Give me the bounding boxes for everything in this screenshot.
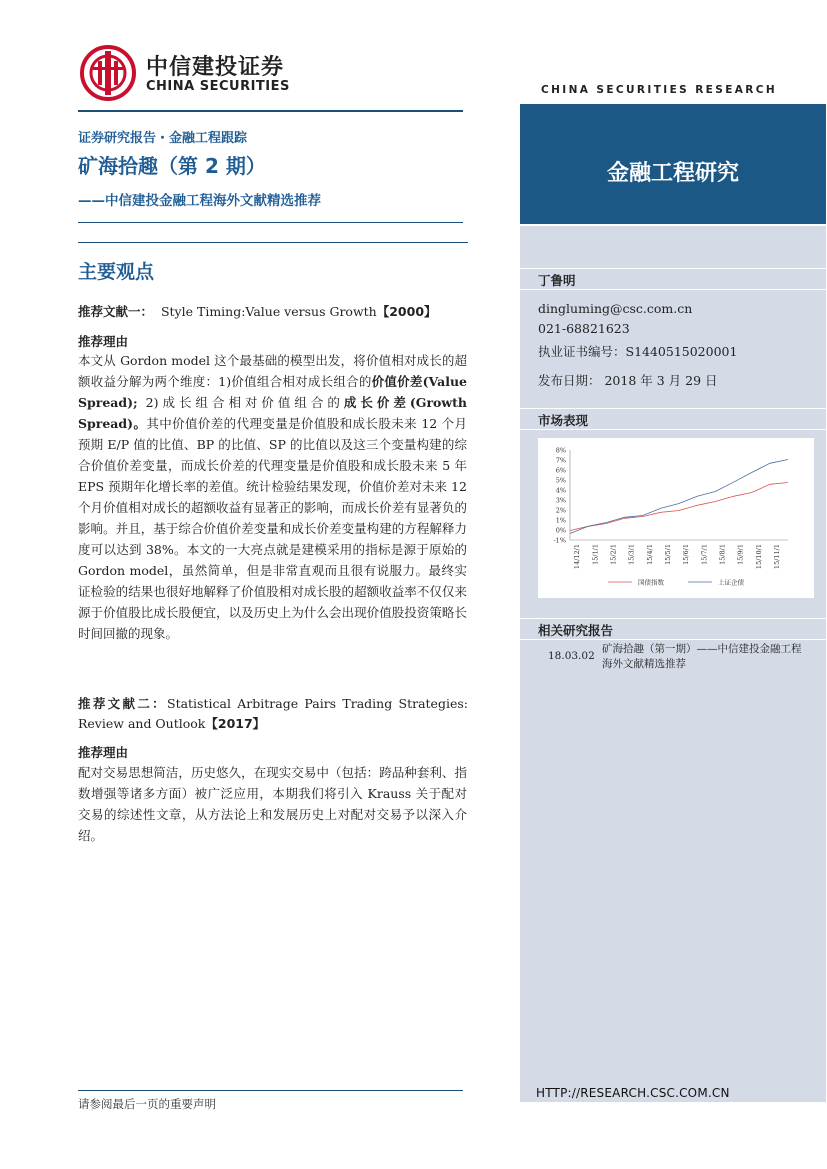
series-line-1 <box>570 460 788 534</box>
y-tick-label: 8% <box>555 446 566 455</box>
rec2-reason-label: 推荐理由 <box>78 745 129 760</box>
brand-name-cn: 中信建投证券 <box>146 55 285 80</box>
report-title: 矿海拾趣（第 2 期） <box>78 154 266 178</box>
rec1-year: 【2000】 <box>376 304 437 319</box>
banner-divider <box>520 224 826 226</box>
header-divider <box>78 110 463 112</box>
market-chart <box>538 438 814 598</box>
x-tick-label: 15/7/1 <box>700 544 709 565</box>
report-subtitle: ——中信建投金融工程海外文献精选推荐 <box>78 193 321 209</box>
x-tick-label: 15/11/1 <box>772 544 781 570</box>
section-divider <box>78 242 468 243</box>
rec1-text-part: 其中价值价差的代理变量是价值股和成长股未来 12 个月预期 E/P 值的比值、BP 的比值、SP 的比值以及这三个变量构建的综合价值价差变量，而成长价差的代理变量是价值股和成长股未来 5 年 EPS 预期年化增长率的差值。统计检验结果发现，价值价差对未来 12 个月价值相对成长的超额收益有显著正的影响，而成长价差有显著负的影响。并且，基于综合价值价差变量和成长价差变量构建的方程解释力度可以达到 38%。本文的一大亮点就是建模采用的指标是源于原始的 Gordon model，虽然简单，但是非常直观而且很有说服力。最终实证检验的结果也很好地解释了价值股相对成长股的超额收益率不仅仅来源于价值股比成长股便宜，以及历史上为什么会出现价值股投资策略长时间回撤的现象。 <box>78 416 468 641</box>
y-tick-label: 0% <box>555 526 566 535</box>
y-tick-label: 1% <box>555 516 566 525</box>
x-tick-label: 14/12/1 <box>573 544 582 570</box>
rec2-label: 推荐文献二： <box>78 696 167 711</box>
publish-date: 发布日期： 2018 年 3 月 29 日 <box>538 373 718 388</box>
x-tick-label: 15/1/1 <box>591 544 600 565</box>
brand-name-en: CHINA SECURITIES <box>146 79 290 94</box>
x-tick-label: 15/8/1 <box>718 544 727 565</box>
report-series: 证券研究报告・金融工程跟踪 <box>78 131 248 146</box>
banner-title: 金融工程研究 <box>606 161 739 186</box>
related-report-title[interactable]: 矿海拾趣（第一期）——中信建投金融工程海外文献精选推荐 <box>602 643 802 670</box>
rec1-title: Style Timing:Value versus Growth <box>160 304 377 319</box>
related-header <box>520 618 826 640</box>
rec1-reason-text <box>78 350 467 644</box>
author-cert: 执业证书编号：S1440515020001 <box>538 344 738 359</box>
research-label: CHINA SECURITIES RESEARCH <box>541 84 778 96</box>
footer-divider <box>78 1090 463 1091</box>
rec2-title: Statistical Arbitrage Pairs Trading Strategies: Review and Outlook <box>78 696 468 731</box>
rec1-text-emph: 价值价差(Value Spread); <box>78 374 467 410</box>
author-header <box>520 268 826 290</box>
rec1-reason-label: 推荐理由 <box>78 334 129 349</box>
x-tick-label: 15/5/1 <box>663 544 672 565</box>
x-tick-label: 15/4/1 <box>645 544 654 565</box>
legend-label: 上证企债 <box>718 578 744 587</box>
y-tick-label: 4% <box>555 486 566 495</box>
website-link[interactable]: HTTP://RESEARCH.CSC.COM.CN <box>536 1086 730 1100</box>
rec1-label: 推荐文献一： <box>78 304 154 319</box>
y-tick-label: -1% <box>553 536 566 545</box>
x-tick-label: 15/6/1 <box>682 544 691 565</box>
y-tick-label: 7% <box>555 456 566 465</box>
rec2-reason-text: 配对交易思想简洁，历史悠久，在现实交易中（包括：跨品种套利、指数增强等诸多方面）被广泛应用，本期我们将引入 Krauss 关于配对交易的综述性文章，从方法论上和发展历史上对配对交易予以深入介绍。 <box>78 765 467 843</box>
author-name: 丁鲁明 <box>538 273 576 288</box>
rec1-text-emph: 成长价差(Growth Spread)。 <box>78 395 467 431</box>
x-tick-label: 15/9/1 <box>736 544 745 565</box>
rec2-year: 【2017】 <box>205 716 266 731</box>
related-report-date: 18.03.02 <box>548 650 595 662</box>
author-phone: 021-68821623 <box>538 321 630 336</box>
disclaimer-note: 请参阅最后一页的重要声明 <box>78 1097 216 1111</box>
y-tick-label: 2% <box>555 506 566 515</box>
x-tick-label: 15/3/1 <box>627 544 636 565</box>
x-tick-label: 15/2/1 <box>609 544 618 565</box>
title-divider <box>78 222 463 223</box>
market-header-label: 市场表现 <box>538 413 589 428</box>
legend-label: 国债指数 <box>638 578 664 587</box>
y-tick-label: 3% <box>555 496 566 505</box>
y-tick-label: 5% <box>555 476 566 485</box>
market-header <box>520 408 826 430</box>
recommendation-2 <box>78 694 468 734</box>
y-tick-label: 6% <box>555 466 566 475</box>
author-email[interactable]: dingluming@csc.com.cn <box>538 301 693 316</box>
china-securities-logo <box>80 45 136 101</box>
recommendation-1 <box>78 302 468 320</box>
x-tick-label: 15/10/1 <box>754 544 763 570</box>
market-chart-svg <box>538 438 814 598</box>
related-header-label: 相关研究报告 <box>538 623 614 638</box>
section-title: 主要观点 <box>78 261 155 283</box>
rec1-text-part: 2)成长组合相对价值组合的 <box>137 395 344 410</box>
rec1-text-part: 本文从 Gordon model 这个最基础的模型出发，将价值相对成长的超额收益分解为两个维度：1)价值组合相对成长组合的 <box>78 353 467 389</box>
